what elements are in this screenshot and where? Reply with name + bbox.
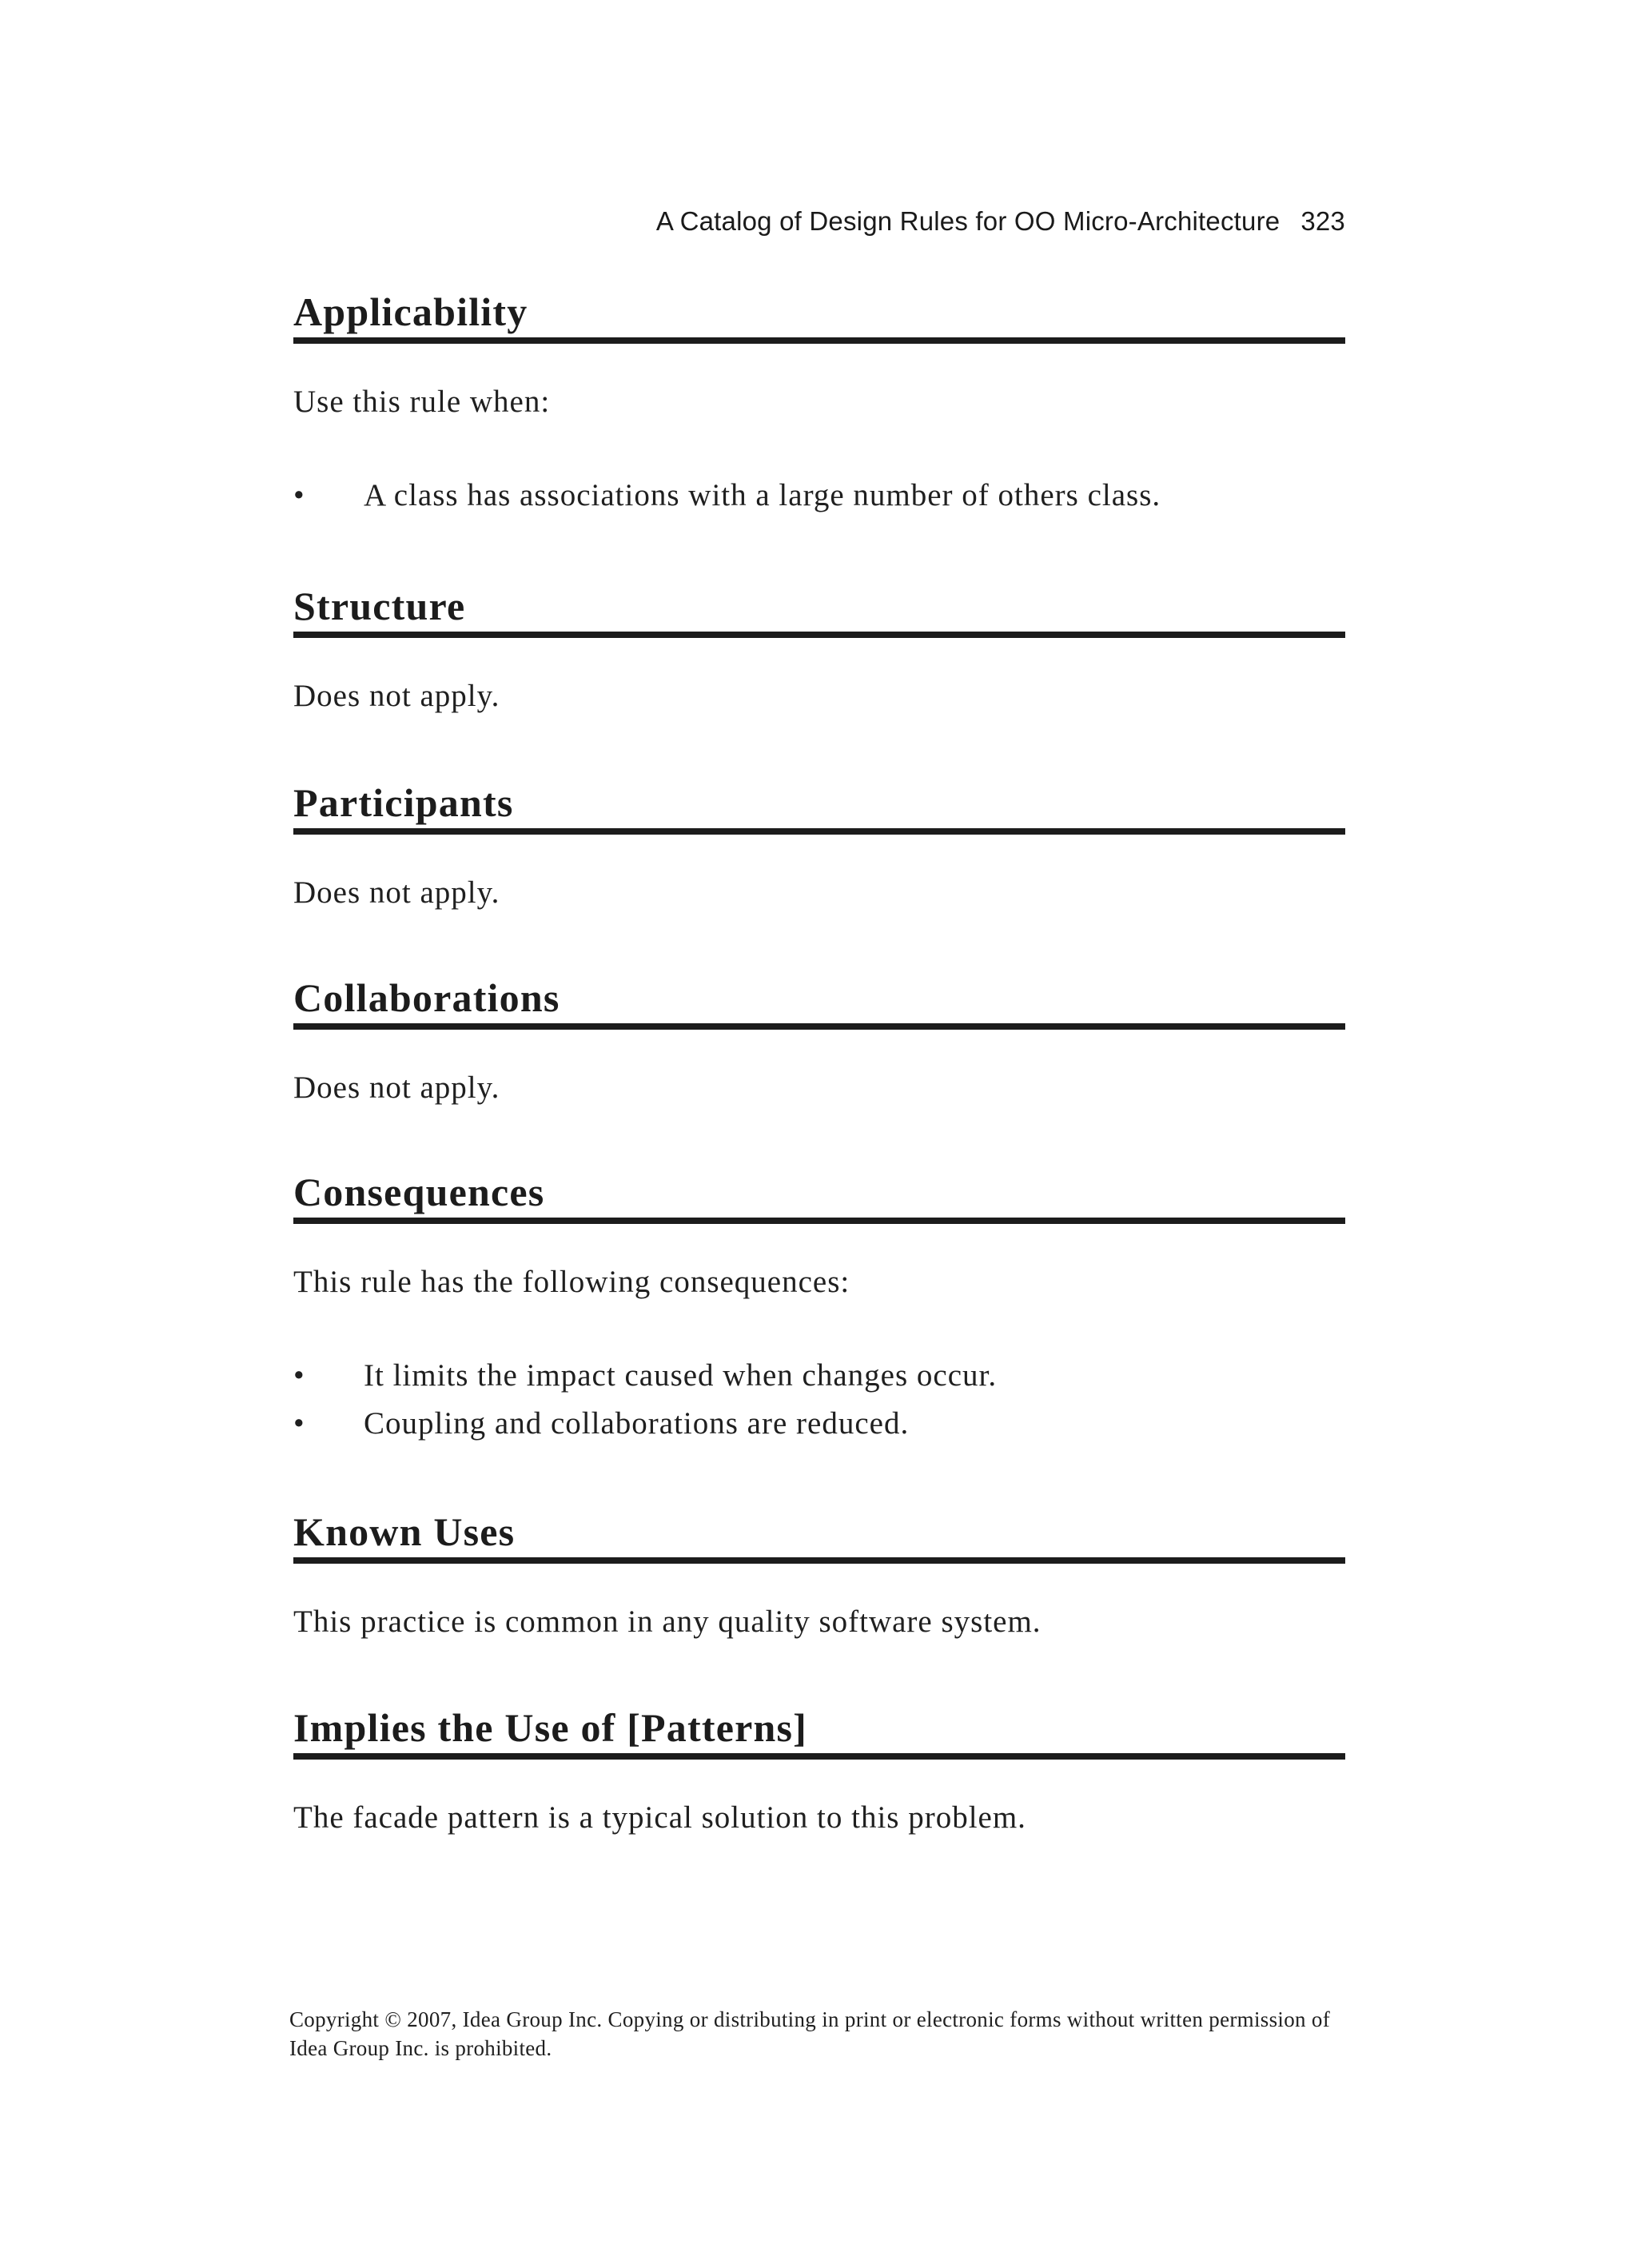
- running-head: [656, 206, 1345, 237]
- section-text: Does not apply.: [293, 679, 500, 713]
- section-heading: Known Uses: [293, 1509, 1345, 1564]
- section-applicability: [293, 289, 1345, 520]
- section-heading: Applicability: [293, 289, 1345, 344]
- list-item-text: A class has associations with a large number of others class.: [364, 478, 1161, 512]
- section-heading: Participants: [293, 780, 1345, 835]
- section-implies-patterns: [293, 1705, 1345, 1836]
- section-participants: [293, 780, 1345, 911]
- section-text: Use this rule when:: [293, 385, 551, 419]
- bullet-list: [293, 1352, 1345, 1448]
- section-known-uses: [293, 1509, 1345, 1640]
- running-head-title: A Catalog of Design Rules for OO Micro-Architecture: [655, 206, 1281, 236]
- list-item-text: Coupling and collaborations are reduced.: [364, 1406, 910, 1441]
- page-number: 323: [1300, 206, 1345, 236]
- bullet-glyph: •: [293, 1406, 305, 1441]
- list-item: [293, 472, 1345, 520]
- list-item: [293, 1352, 1345, 1400]
- list-item-text: It limits the impact caused when changes occur.: [364, 1358, 998, 1393]
- section-text: Does not apply.: [293, 875, 500, 910]
- bullet-list: [293, 472, 1345, 520]
- section-structure: [293, 584, 1345, 715]
- bullet-glyph: •: [293, 1358, 305, 1393]
- section-heading: Implies the Use of [Patterns]: [293, 1705, 1345, 1760]
- list-item: [293, 1400, 1345, 1448]
- section-heading: Consequences: [293, 1170, 1345, 1224]
- section-text: The facade pattern is a typical solution to this problem.: [293, 1800, 1026, 1835]
- section-text: This practice is common in any quality software system.: [293, 1604, 1042, 1639]
- section-collaborations: [293, 975, 1345, 1106]
- copyright-notice: Copyright © 2007, Idea Group Inc. Copying or distributing in print or electronic forms without written permission of Idea Group Inc. is prohibited.: [289, 2007, 1330, 2060]
- section-consequences: [293, 1170, 1345, 1448]
- section-text: This rule has the following consequences:: [293, 1265, 850, 1299]
- section-heading: Collaborations: [293, 975, 1345, 1030]
- bullet-glyph: •: [293, 478, 305, 512]
- section-heading: Structure: [293, 584, 1345, 638]
- section-text: Does not apply.: [293, 1070, 500, 1105]
